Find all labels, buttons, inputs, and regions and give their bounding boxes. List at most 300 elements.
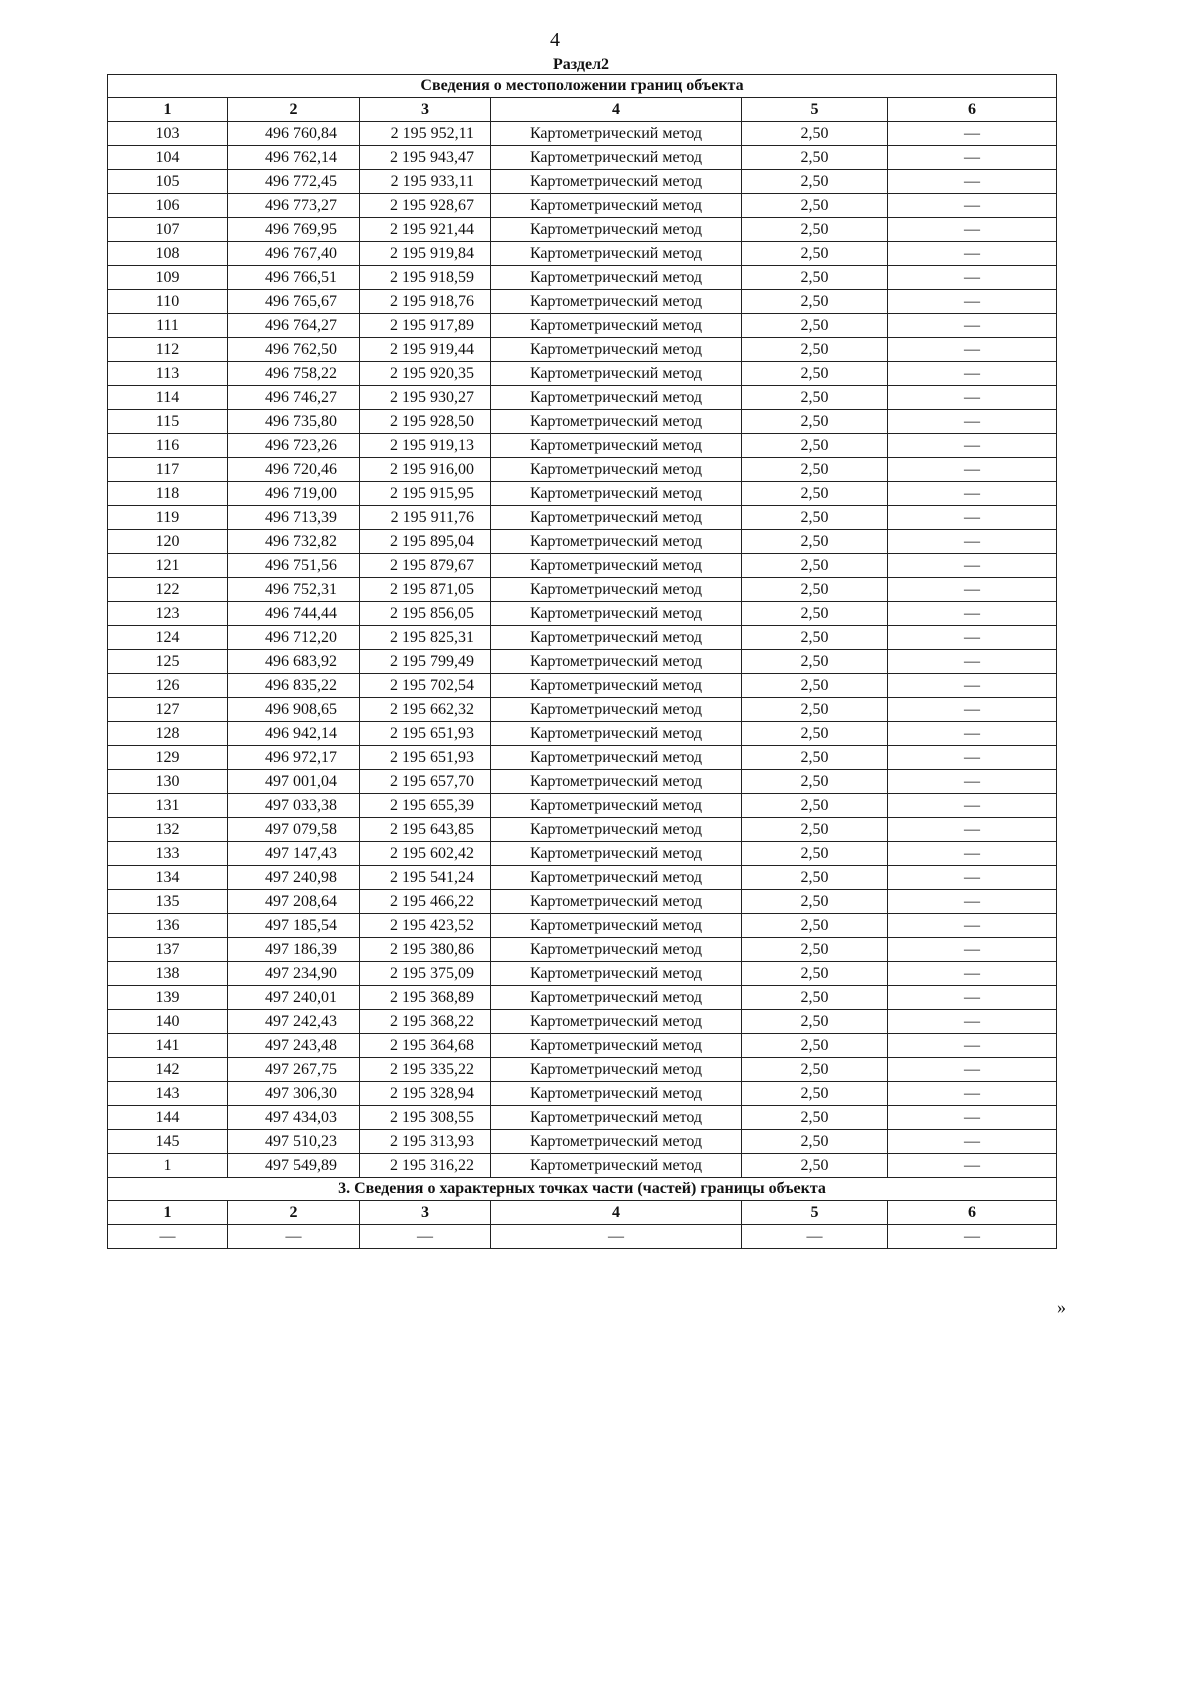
table-row: [108, 674, 1057, 698]
table-cell: 113: [108, 362, 228, 386]
table-row: [108, 602, 1057, 626]
table-cell: 2 195 368,89: [360, 986, 491, 1010]
table-cell: 2,50: [742, 578, 888, 602]
table-cell: 2 195 602,42: [360, 842, 491, 866]
table-cell: —: [888, 770, 1057, 794]
table-cell: —: [888, 1082, 1057, 1106]
table-cell: 496 683,92: [228, 650, 360, 674]
table-cell: —: [888, 218, 1057, 242]
table-cell: Картометрический метод: [491, 890, 742, 914]
table-cell: 496 762,50: [228, 338, 360, 362]
table-cell: 2,50: [742, 1082, 888, 1106]
table-cell: 2 195 928,67: [360, 194, 491, 218]
table-cell: Картометрический метод: [491, 842, 742, 866]
table-cell: —: [888, 986, 1057, 1010]
table-cell: 497 267,75: [228, 1058, 360, 1082]
table-cell: 497 147,43: [228, 842, 360, 866]
table-row: [108, 794, 1057, 818]
table-cell: —: [888, 794, 1057, 818]
table-cell: 2 195 799,49: [360, 650, 491, 674]
table-cell: 2 195 915,95: [360, 482, 491, 506]
table-cell: 2,50: [742, 458, 888, 482]
table-cell: 2 195 643,85: [360, 818, 491, 842]
table-cell: —: [888, 722, 1057, 746]
page-number: 4: [550, 29, 560, 51]
table-caption: Сведения о местоположении границ объекта: [108, 75, 1057, 98]
table-cell: —: [888, 674, 1057, 698]
table-cell: 2 195 920,35: [360, 362, 491, 386]
table-cell: —: [888, 866, 1057, 890]
closing-quote: »: [1057, 1297, 1066, 1317]
table-cell: Картометрический метод: [491, 1058, 742, 1082]
table-cell: 496 744,44: [228, 602, 360, 626]
table-cell: 2,50: [742, 698, 888, 722]
parts-header-row: [108, 1201, 1057, 1225]
table-cell: 126: [108, 674, 228, 698]
table-cell: Картометрический метод: [491, 986, 742, 1010]
table-cell: 2,50: [742, 866, 888, 890]
table-cell: 2,50: [742, 338, 888, 362]
table-cell: Картометрический метод: [491, 794, 742, 818]
table-cell: 496 762,14: [228, 146, 360, 170]
table-cell: 2,50: [742, 362, 888, 386]
table-cell: 127: [108, 698, 228, 722]
table-row: [108, 1130, 1057, 1154]
table-cell: 2 195 657,70: [360, 770, 491, 794]
table-cell: Картометрический метод: [491, 1130, 742, 1154]
table-cell: 496 735,80: [228, 410, 360, 434]
table-cell: —: [888, 458, 1057, 482]
table-row: [108, 962, 1057, 986]
table-cell: Картометрический метод: [491, 482, 742, 506]
table-cell: 496 760,84: [228, 122, 360, 146]
table-cell: 2,50: [742, 386, 888, 410]
table-row: [108, 314, 1057, 338]
table-cell: Картометрический метод: [491, 1154, 742, 1178]
table-cell: 2 195 952,11: [360, 122, 491, 146]
table-cell: Картометрический метод: [491, 218, 742, 242]
column-header: 5: [742, 98, 888, 122]
table-cell: Картометрический метод: [491, 1034, 742, 1058]
table-cell: 2,50: [742, 146, 888, 170]
table-cell: Картометрический метод: [491, 362, 742, 386]
table-cell: 2 195 651,93: [360, 746, 491, 770]
table-cell: —: [491, 1225, 742, 1249]
table-cell: —: [228, 1225, 360, 1249]
table-cell: —: [888, 314, 1057, 338]
table-cell: 124: [108, 626, 228, 650]
table-row: [108, 746, 1057, 770]
table-cell: Картометрический метод: [491, 818, 742, 842]
table-cell: 496 764,27: [228, 314, 360, 338]
table-cell: 144: [108, 1106, 228, 1130]
table-row: [108, 218, 1057, 242]
table-cell: 496 720,46: [228, 458, 360, 482]
table-cell: —: [888, 1130, 1057, 1154]
table-cell: 2,50: [742, 626, 888, 650]
table-cell: —: [888, 482, 1057, 506]
table-cell: 2,50: [742, 986, 888, 1010]
table-cell: 2,50: [742, 1106, 888, 1130]
table-cell: 109: [108, 266, 228, 290]
table-cell: 133: [108, 842, 228, 866]
table-cell: 114: [108, 386, 228, 410]
table-cell: 497 033,38: [228, 794, 360, 818]
table-cell: 2,50: [742, 674, 888, 698]
table-cell: 496 972,17: [228, 746, 360, 770]
table-cell: 2,50: [742, 1130, 888, 1154]
table-cell: 125: [108, 650, 228, 674]
table-cell: 2 195 856,05: [360, 602, 491, 626]
table-cell: 2 195 911,76: [360, 506, 491, 530]
table-cell: —: [888, 1106, 1057, 1130]
column-header: 4: [491, 1201, 742, 1225]
boundary-table: [107, 74, 1057, 1249]
table-row: [108, 434, 1057, 458]
table-cell: Картометрический метод: [491, 314, 742, 338]
table-row: [108, 386, 1057, 410]
table-cell: 2,50: [742, 554, 888, 578]
table-row: [108, 410, 1057, 434]
table-cell: 106: [108, 194, 228, 218]
table-cell: —: [360, 1225, 491, 1249]
table-cell: 2 195 702,54: [360, 674, 491, 698]
table-cell: 496 766,51: [228, 266, 360, 290]
table-cell: 496 746,27: [228, 386, 360, 410]
table-cell: 142: [108, 1058, 228, 1082]
table-cell: —: [888, 842, 1057, 866]
table-cell: 110: [108, 290, 228, 314]
table-cell: 2,50: [742, 506, 888, 530]
table-cell: 496 769,95: [228, 218, 360, 242]
table-cell: Картометрический метод: [491, 938, 742, 962]
table-row: [108, 1010, 1057, 1034]
table-cell: 2 195 919,13: [360, 434, 491, 458]
table-cell: 496 765,67: [228, 290, 360, 314]
table-cell: —: [888, 1154, 1057, 1178]
column-header: 1: [108, 1201, 228, 1225]
table-row: [108, 770, 1057, 794]
table-cell: 104: [108, 146, 228, 170]
boundary-table-body: [108, 75, 1057, 1249]
table-cell: —: [888, 626, 1057, 650]
table-row: [108, 626, 1057, 650]
table-cell: —: [888, 338, 1057, 362]
table-cell: —: [888, 818, 1057, 842]
table-cell: 496 719,00: [228, 482, 360, 506]
table-cell: 2,50: [742, 530, 888, 554]
table-cell: —: [888, 386, 1057, 410]
table-cell: 2 195 328,94: [360, 1082, 491, 1106]
table-cell: 2,50: [742, 914, 888, 938]
table-row: [108, 650, 1057, 674]
table-cell: 119: [108, 506, 228, 530]
table-cell: Картометрический метод: [491, 410, 742, 434]
table-cell: Картометрический метод: [491, 170, 742, 194]
table-cell: 2,50: [742, 194, 888, 218]
table-cell: 497 306,30: [228, 1082, 360, 1106]
table-cell: 2 195 651,93: [360, 722, 491, 746]
table-cell: 2 195 918,76: [360, 290, 491, 314]
table-cell: 2 195 313,93: [360, 1130, 491, 1154]
table-cell: —: [888, 266, 1057, 290]
table-cell: 2 195 368,22: [360, 1010, 491, 1034]
table-cell: Картометрический метод: [491, 866, 742, 890]
table-cell: 118: [108, 482, 228, 506]
table-cell: Картометрический метод: [491, 386, 742, 410]
table-cell: 2 195 316,22: [360, 1154, 491, 1178]
table-cell: 496 723,26: [228, 434, 360, 458]
table-cell: Картометрический метод: [491, 1082, 742, 1106]
table-cell: 2,50: [742, 1010, 888, 1034]
table-cell: 2 195 380,86: [360, 938, 491, 962]
table-cell: 139: [108, 986, 228, 1010]
table-cell: Картометрический метод: [491, 146, 742, 170]
table-row: [108, 722, 1057, 746]
table-cell: 2 195 871,05: [360, 578, 491, 602]
table-cell: —: [888, 938, 1057, 962]
table-header-row: [108, 98, 1057, 122]
table-cell: —: [888, 650, 1057, 674]
table-row: [108, 842, 1057, 866]
table-cell: 2,50: [742, 890, 888, 914]
table-cell: 2 195 423,52: [360, 914, 491, 938]
table-row: [108, 482, 1057, 506]
table-cell: 496 908,65: [228, 698, 360, 722]
table-cell: 2,50: [742, 722, 888, 746]
table-cell: 2,50: [742, 938, 888, 962]
table-cell: 2,50: [742, 242, 888, 266]
table-cell: 2 195 930,27: [360, 386, 491, 410]
table-cell: Картометрический метод: [491, 194, 742, 218]
column-header: 6: [888, 1201, 1057, 1225]
table-cell: Картометрический метод: [491, 1010, 742, 1034]
table-cell: 2 195 919,44: [360, 338, 491, 362]
table-cell: 116: [108, 434, 228, 458]
table-cell: 496 752,31: [228, 578, 360, 602]
table-cell: —: [108, 1225, 228, 1249]
table-cell: 138: [108, 962, 228, 986]
table-cell: 2 195 918,59: [360, 266, 491, 290]
table-cell: 496 835,22: [228, 674, 360, 698]
section-title: Раздел2: [552, 56, 610, 73]
table-cell: Картометрический метод: [491, 458, 742, 482]
table-cell: 497 549,89: [228, 1154, 360, 1178]
column-header: 3: [360, 1201, 491, 1225]
column-header: 3: [360, 98, 491, 122]
table-row: [108, 890, 1057, 914]
table-row: [108, 362, 1057, 386]
table-cell: —: [888, 530, 1057, 554]
table-row: [108, 1154, 1057, 1178]
table-cell: 2,50: [742, 650, 888, 674]
table-cell: —: [888, 362, 1057, 386]
table-cell: —: [888, 962, 1057, 986]
table-cell: Картометрический метод: [491, 770, 742, 794]
table-cell: 115: [108, 410, 228, 434]
table-cell: —: [888, 290, 1057, 314]
table-cell: —: [888, 434, 1057, 458]
table-cell: 2 195 825,31: [360, 626, 491, 650]
parts-section-caption-row: [108, 1178, 1057, 1201]
table-row: [108, 458, 1057, 482]
table-cell: 2,50: [742, 794, 888, 818]
table-cell: 2 195 466,22: [360, 890, 491, 914]
table-cell: 497 434,03: [228, 1106, 360, 1130]
column-header: 2: [228, 98, 360, 122]
table-cell: 130: [108, 770, 228, 794]
table-cell: 2,50: [742, 770, 888, 794]
table-cell: 143: [108, 1082, 228, 1106]
table-cell: 496 767,40: [228, 242, 360, 266]
table-cell: 2 195 335,22: [360, 1058, 491, 1082]
table-cell: 137: [108, 938, 228, 962]
table-cell: 2,50: [742, 314, 888, 338]
table-caption-row: [108, 75, 1057, 98]
column-header: 5: [742, 1201, 888, 1225]
table-cell: 496 773,27: [228, 194, 360, 218]
table-cell: 497 510,23: [228, 1130, 360, 1154]
table-cell: 2 195 933,11: [360, 170, 491, 194]
table-cell: —: [888, 146, 1057, 170]
table-cell: 2,50: [742, 746, 888, 770]
table-row: [108, 938, 1057, 962]
table-cell: 103: [108, 122, 228, 146]
table-row: [108, 1225, 1057, 1249]
table-cell: 140: [108, 1010, 228, 1034]
table-cell: 141: [108, 1034, 228, 1058]
table-cell: 496 713,39: [228, 506, 360, 530]
table-cell: 496 751,56: [228, 554, 360, 578]
table-cell: 136: [108, 914, 228, 938]
table-cell: 497 240,01: [228, 986, 360, 1010]
table-cell: Картометрический метод: [491, 722, 742, 746]
table-cell: 145: [108, 1130, 228, 1154]
table-cell: 2 195 943,47: [360, 146, 491, 170]
table-cell: 497 240,98: [228, 866, 360, 890]
table-cell: 131: [108, 794, 228, 818]
table-cell: 2,50: [742, 290, 888, 314]
table-cell: Картометрический метод: [491, 650, 742, 674]
table-cell: 123: [108, 602, 228, 626]
table-cell: 2 195 879,67: [360, 554, 491, 578]
column-header: 4: [491, 98, 742, 122]
table-cell: —: [888, 602, 1057, 626]
table-cell: 2 195 662,32: [360, 698, 491, 722]
table-cell: 2 195 308,55: [360, 1106, 491, 1130]
table-cell: 128: [108, 722, 228, 746]
table-row: [108, 170, 1057, 194]
table-cell: —: [888, 746, 1057, 770]
table-cell: 121: [108, 554, 228, 578]
table-cell: 497 243,48: [228, 1034, 360, 1058]
table-row: [108, 698, 1057, 722]
table-cell: —: [888, 410, 1057, 434]
table-cell: 2,50: [742, 266, 888, 290]
table-cell: 2 195 895,04: [360, 530, 491, 554]
table-cell: 2,50: [742, 1058, 888, 1082]
table-cell: 2,50: [742, 818, 888, 842]
table-cell: 497 242,43: [228, 1010, 360, 1034]
table-row: [108, 122, 1057, 146]
table-cell: Картометрический метод: [491, 962, 742, 986]
table-cell: —: [888, 554, 1057, 578]
table-cell: 496 758,22: [228, 362, 360, 386]
table-cell: 2,50: [742, 962, 888, 986]
table-cell: Картометрический метод: [491, 242, 742, 266]
table-cell: 2 195 917,89: [360, 314, 491, 338]
table-cell: 129: [108, 746, 228, 770]
table-cell: 496 712,20: [228, 626, 360, 650]
table-row: [108, 554, 1057, 578]
table-row: [108, 290, 1057, 314]
table-cell: 496 732,82: [228, 530, 360, 554]
table-cell: 2,50: [742, 482, 888, 506]
table-row: [108, 146, 1057, 170]
table-cell: 2 195 375,09: [360, 962, 491, 986]
table-row: [108, 1082, 1057, 1106]
table-cell: —: [888, 890, 1057, 914]
table-cell: 496 942,14: [228, 722, 360, 746]
table-cell: —: [888, 914, 1057, 938]
table-row: [108, 242, 1057, 266]
table-row: [108, 530, 1057, 554]
table-cell: 2,50: [742, 1154, 888, 1178]
column-header: 1: [108, 98, 228, 122]
table-cell: 2,50: [742, 1034, 888, 1058]
table-cell: 497 079,58: [228, 818, 360, 842]
table-cell: 497 001,04: [228, 770, 360, 794]
table-cell: 135: [108, 890, 228, 914]
table-row: [108, 1106, 1057, 1130]
table-cell: —: [888, 194, 1057, 218]
table-cell: —: [888, 242, 1057, 266]
table-row: [108, 914, 1057, 938]
table-cell: —: [742, 1225, 888, 1249]
table-cell: Картометрический метод: [491, 338, 742, 362]
table-cell: 112: [108, 338, 228, 362]
table-cell: Картометрический метод: [491, 578, 742, 602]
table-cell: 2 195 364,68: [360, 1034, 491, 1058]
table-cell: 107: [108, 218, 228, 242]
table-cell: 108: [108, 242, 228, 266]
table-cell: —: [888, 122, 1057, 146]
table-cell: 2,50: [742, 842, 888, 866]
table-cell: —: [888, 578, 1057, 602]
table-row: [108, 338, 1057, 362]
column-header: 6: [888, 98, 1057, 122]
table-cell: Картометрический метод: [491, 1106, 742, 1130]
table-cell: 2,50: [742, 170, 888, 194]
table-cell: 105: [108, 170, 228, 194]
table-cell: 111: [108, 314, 228, 338]
table-cell: 2,50: [742, 218, 888, 242]
table-cell: Картометрический метод: [491, 674, 742, 698]
table-cell: 497 234,90: [228, 962, 360, 986]
table-cell: Картометрический метод: [491, 626, 742, 650]
table-cell: Картометрический метод: [491, 434, 742, 458]
table-row: [108, 818, 1057, 842]
table-cell: Картометрический метод: [491, 290, 742, 314]
table-cell: 497 186,39: [228, 938, 360, 962]
table-cell: 2 195 928,50: [360, 410, 491, 434]
table-row: [108, 506, 1057, 530]
table-cell: Картометрический метод: [491, 914, 742, 938]
table-row: [108, 194, 1057, 218]
table-cell: Картометрический метод: [491, 530, 742, 554]
parts-section-caption: 3. Сведения о характерных точках части (частей) границы объекта: [108, 1178, 1057, 1201]
table-cell: 497 208,64: [228, 890, 360, 914]
